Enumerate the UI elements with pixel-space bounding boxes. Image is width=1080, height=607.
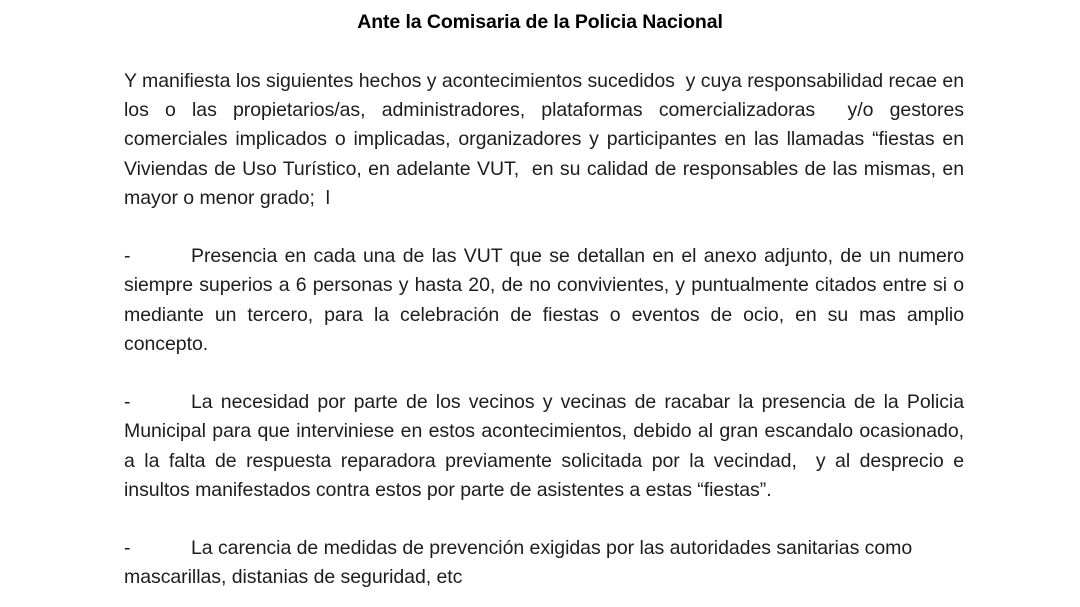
document-body bbox=[124, 67, 970, 593]
paragraph-hecho-3-text: La carencia de medidas de prevención exigidas por las autoridades sanitarias como mascarillas, distanias de seguridad, etc bbox=[124, 537, 918, 589]
paragraph-hecho-2 bbox=[124, 388, 970, 505]
page-title: Ante la Comisaria de la Policia Nacional bbox=[357, 11, 723, 33]
bullet-marker: - bbox=[124, 537, 131, 560]
paragraph-hecho-1 bbox=[124, 242, 970, 359]
paragraph-intro-text: Y manifiesta los siguientes hechos y acontecimientos sucedidos y cuya responsabilidad recae en los o las propietarios/as, administradores, plataformas comercializadoras y/o gestores comerciales implicados o implicadas, organizadores y participantes en las llamadas “fiestas en Viviendas de Uso Turístico, en adelante VUT, en su calidad de responsables de las mismas, en mayor o menor grado; l bbox=[124, 70, 970, 209]
paragraph-spacer bbox=[124, 359, 964, 388]
bullet-marker: - bbox=[124, 245, 131, 268]
paragraph-spacer bbox=[124, 505, 964, 534]
bullet-marker: - bbox=[124, 391, 131, 414]
paragraph-spacer bbox=[124, 213, 964, 242]
paragraph-hecho-1-text: Presencia en cada una de las VUT que se detallan en el anexo adjunto, de un numero siempre superios a 6 personas y hasta 20, de no convivientes, y puntualmente citados entre si o mediante un tercero, para la celebración de fiestas o eventos de ocio, en su mas amplio concepto. bbox=[124, 245, 970, 355]
paragraph-intro bbox=[124, 67, 970, 213]
paragraph-hecho-3 bbox=[124, 534, 964, 592]
paragraph-hecho-2-text: La necesidad por parte de los vecinos y vecinas de racabar la presencia de la Policia Municipal para que interviniese en estos acontecimientos, debido al gran escandalo ocasionado, a la falta de respuesta reparadora previamente solicitada por la vecindad, y al desprecio e insultos manifestados contra estos por parte de asistentes a estas “fiestas”. bbox=[124, 391, 970, 501]
